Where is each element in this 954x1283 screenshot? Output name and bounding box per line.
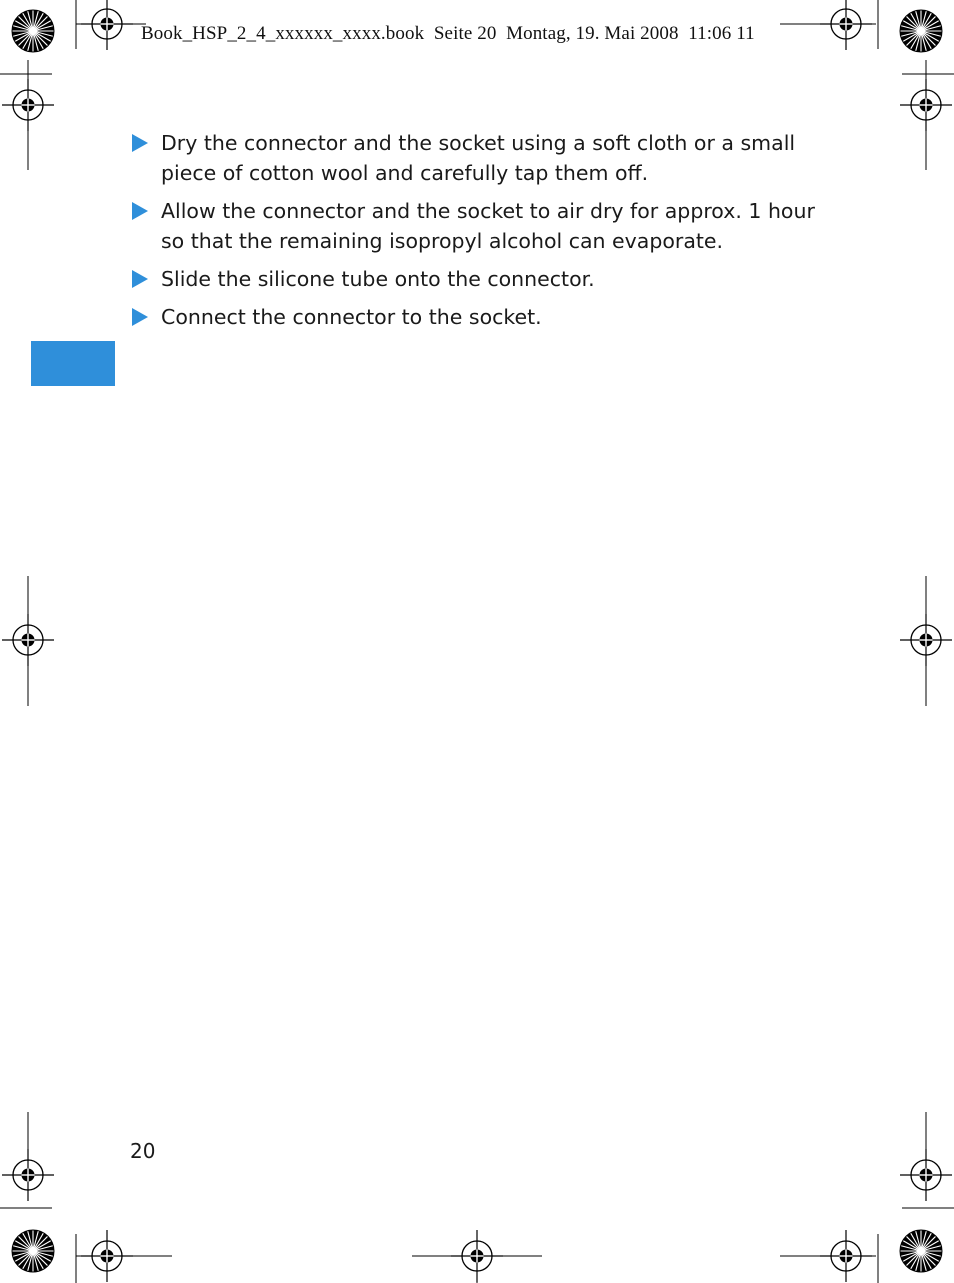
- registration-mark-icon: [2, 614, 54, 666]
- registration-mark-icon: [820, 1230, 872, 1282]
- section-tab-marker: [31, 341, 115, 386]
- instruction-text: Slide the silicone tube onto the connector.: [161, 267, 595, 291]
- page-number: 20: [130, 1139, 156, 1163]
- instruction-list: [130, 128, 830, 340]
- instruction-text: Connect the connector to the socket.: [161, 305, 542, 329]
- registration-mark-icon: [900, 614, 952, 666]
- starburst-target-icon: [12, 10, 54, 52]
- registration-mark-icon: [81, 1230, 133, 1282]
- registration-mark-icon: [2, 1149, 54, 1201]
- registration-mark-icon: [900, 1149, 952, 1201]
- triangle-arrow-right-icon: [132, 270, 148, 288]
- instruction-step: [130, 128, 830, 188]
- instruction-text: Dry the connector and the socket using a soft cloth or a small piece of cotton wool and carefully tap them off.: [161, 131, 796, 185]
- instruction-step: [130, 302, 830, 332]
- triangle-arrow-right-icon: [132, 134, 148, 152]
- instruction-text: Allow the connector and the socket to air dry for approx. 1 hour so that the remaining isopropyl alcohol can evaporate.: [161, 199, 815, 253]
- print-info-header: Book_HSP_2_4_xxxxxx_xxxx.book Seite 20 Montag, 19. Mai 2008 11:06 11: [141, 23, 755, 44]
- instruction-step: [130, 264, 830, 294]
- triangle-arrow-right-icon: [132, 202, 148, 220]
- registration-mark-icon: [820, 0, 872, 50]
- starburst-target-icon: [900, 1230, 942, 1272]
- starburst-target-icon: [900, 10, 942, 52]
- registration-mark-icon: [900, 79, 952, 131]
- registration-mark-icon: [81, 0, 133, 50]
- starburst-target-icon: [12, 1230, 54, 1272]
- triangle-arrow-right-icon: [132, 308, 148, 326]
- instruction-step: [130, 196, 830, 256]
- registration-mark-icon: [2, 79, 54, 131]
- registration-mark-icon: [451, 1230, 503, 1282]
